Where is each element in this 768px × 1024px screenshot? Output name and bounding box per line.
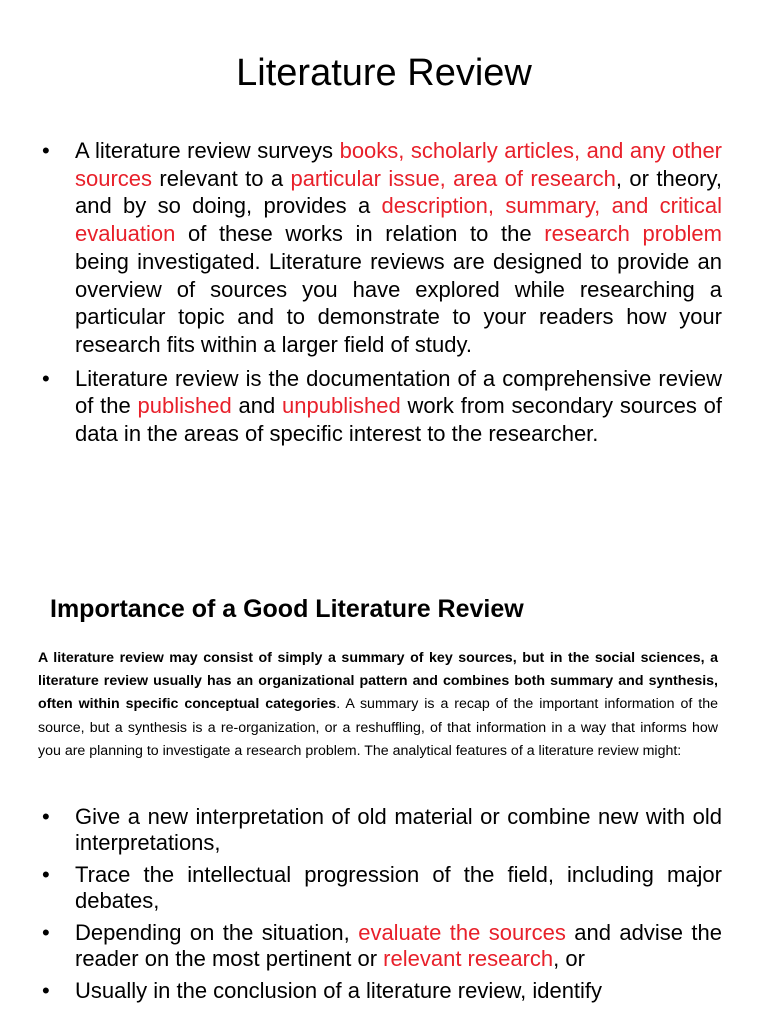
importance-paragraph [38,647,718,763]
highlighted-phrase: published [137,393,232,419]
bullet-icon: • [42,978,50,1003]
highlighted-phrase: books, scholarly articles, and any other sources [75,138,723,191]
importance-body-text: . A summary is a recap of the important information of the source, but a synthesis is a re-organization, or a reshuffling, of that information in a way that informs how you are planning to investigate a research problem. The analytical features of a literature review might: [38,696,718,759]
highlighted-phrase: description, summary, and critical evaluation [75,193,723,247]
highlighted-phrase: research problem [544,221,722,247]
text-segment: , or theory, and by so doing, provides a [75,165,722,219]
text-segment: A literature review surveys [75,138,340,163]
highlighted-phrase: evaluate the sources [358,920,566,945]
text-segment: and advise the reader on the most pertinent or [75,920,722,971]
bullet-icon: • [42,365,50,391]
highlighted-phrase: unpublished [282,393,401,419]
text-segment: Literature review is the documentation of a comprehensive review of the [75,365,722,419]
bullet-text [75,366,722,446]
text-segment: Give a new interpretation of old material or combine new with old interpretations, [75,804,722,855]
bullet-text [75,862,722,913]
intro-bullet-list [42,137,722,448]
highlighted-phrase: relevant research [383,945,554,971]
text-segment: and [231,393,283,419]
importance-bold-lead: A literature review may consist of simply a summary of key sources, but in the social sciences, a literature review usually has an organizational pattern and combines both summary and synthesis, often within specific conceptual categories [38,650,718,713]
text-segment: Usually in the conclusion of a literature review, identify [75,978,603,1003]
feature-bullet-item [42,862,722,913]
intro-bullet-item [42,365,722,448]
text-segment: work from secondary sources of data in the areas of specific interest to the researcher. [75,393,722,447]
text-segment: , or [553,945,585,971]
feature-bullet-item [42,804,722,855]
text-segment: Depending on the situation, [75,920,359,945]
section-heading: Importance of a Good Literature Review [50,595,524,623]
bullet-text [75,804,722,855]
text-segment: relevant to a [152,165,291,191]
text-segment: being investigated. Literature reviews are designed to provide an overview of sources you have explored while researching a particular topic and to demonstrate to your readers how your research fits within a larger field of study. [75,248,722,357]
bullet-icon: • [42,862,50,887]
feature-bullet-item [42,978,722,1004]
bullet-icon: • [42,920,50,945]
bullet-text [75,978,602,1003]
page-title: Literature Review [236,52,532,94]
feature-bullet-item [42,920,722,971]
intro-bullet-item [42,137,722,359]
text-segment: of these works in relation to the [175,221,545,247]
text-segment: Trace the intellectual progression of the field, including major debates, [75,862,722,913]
bullet-icon: • [42,138,50,163]
bullet-icon: • [42,804,50,829]
highlighted-phrase: particular issue, area of research [290,165,616,191]
bullet-text [75,138,722,357]
bullet-text [75,920,722,971]
features-bullet-list [42,804,722,1004]
